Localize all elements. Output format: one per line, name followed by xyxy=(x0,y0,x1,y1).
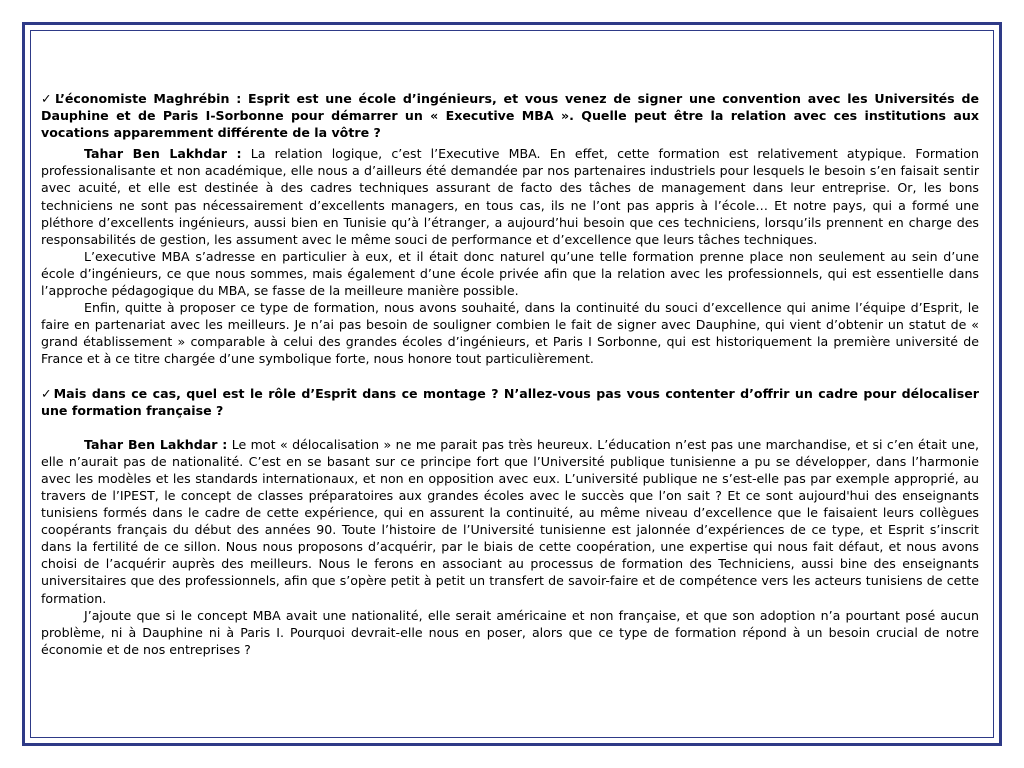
question-1-text: L’économiste Maghrébin : Esprit est une école d’ingénieurs, et vous venez de signer une convention avec les Universités de Dauphine et de Paris I-Sorbonne pour démarrer un « Executive MBA ». Quelle peut être la relation avec ces institutions aux vocations apparemment différente de la vôtre ? xyxy=(41,91,980,141)
article-body xyxy=(41,90,979,658)
answer-1-paragraph-1-text: La relation logique, c’est l’Executive MBA. En effet, cette formation est relativement atypique. Formation professionalisante et non académique, elle nous a d’ailleurs été demandée par nos partenaires industriels pour lesquels le besoin s’en faisait sentir avec acuité, et elle est destinée à des cadres techniques assurant de facto des tâches de management dans leur entreprise. Or, les bons techniciens ne sont pas nécessairement d’excellents managers, en tous cas, ils ne l’ont pas appris à l’école… Et notre pays, qui a formé une pléthore d’excellents ingénieurs, aussi bien en Tunisie qu’à l’étranger, a aujourd’hui besoin que ces techniciens, lorsqu’ils prennent en charge des responsabilités de gestion, les assument avec le même souci de performance et d’excellence que leurs tâches techniques. xyxy=(41,146,979,247)
checkmark-icon: ✓ xyxy=(41,91,54,106)
answer-2-paragraph-1-text: Le mot « délocalisation » ne me parait pas très heureux. L’éducation n’est pas une marchandise, et si c’en était une, elle n’aurait pas de nationalité. C’est en se basant sur ce principe fort que l’Université publique tunisienne a pu se développer, dans l’harmonie avec les modèles et les standards internationaux, et non en opposition avec eux. L’université publique ne s’est-elle pas par exemple approprié, au travers de l’IPEST, le concept de classes préparatoires aux grandes écoles avec le succès que l’on sait ? Et ce sont aujourd'hui des enseignants tunisiens formés dans le cadre de cette expérience, qui en assurent la continuité, au même niveau d’excellence que le faisaient leurs collègues coopérants français du début des années 90. Toute l’histoire de l’Université tunisienne est jalonnée d’expériences de ce type, et Esprit s’inscrit dans la fertilité de ce sillon. Nous nous proposons d’acquérir, par le biais de cette coopération, une expertise qui nous fait défaut, et nous avons choisi de l’acquérir auprès des meilleurs. Nous le ferons en associant au processus de formation des Techniciens, aussi bine des enseignants universitaires que des professionnels, afin que s’opère petit à petit un transfert de savoir-faire et de compétence vers les acteurs tunisiens de cette formation. xyxy=(41,436,979,606)
answer-2-paragraph-1 xyxy=(41,436,979,607)
answer-2-paragraph-2: J’ajoute que si le concept MBA avait une nationalité, elle serait américaine et non française, et que son adoption n’a pourtant posé aucun problème, ni à Dauphine ni à Paris I. Pourquoi devrait-elle nous en poser, alors que ce type de formation répond à un besoin crucial de notre économie et de nos entreprises ? xyxy=(41,607,979,657)
speaker-label: Tahar Ben Lakhdar : xyxy=(84,146,242,162)
answer-1-paragraph-1 xyxy=(41,145,979,248)
answer-1-paragraph-2: L’executive MBA s’adresse en particulier à eux, et il était donc naturel qu’une telle formation prenne place non seulement au sein d’une école d’ingénieurs, ce que nous sommes, mais également d’une école privée afin que la relation avec les professionnels, qui est essentielle dans l’approche pédagogique du MBA, se fasse de la meilleure manière possible. xyxy=(41,248,979,299)
answer-1-paragraph-3: Enfin, quitte à proposer ce type de formation, nous avons souhaité, dans la continuité du souci d’excellence qui anime l’équipe d’Esprit, le faire en partenariat avec les meilleurs. Je n’ai pas besoin de souligner combien le fait de signer avec Dauphine, qui vient d’obtenir un statut de « grand établissement » comparable à celui des grandes écoles d’ingénieurs, et Paris I Sorbonne, qui est historiquement la première université de France et à ce titre chargée d’une symbolique forte, nous honore tout particulièrement. xyxy=(41,300,979,367)
speaker-label: Tahar Ben Lakhdar : xyxy=(84,436,228,452)
question-2-text: Mais dans ce cas, quel est le rôle d’Esprit dans ce montage ? N’allez-vous pas vous contenter d’offrir un cadre pour délocaliser une formation française ? xyxy=(41,385,979,418)
question-2 xyxy=(41,385,979,419)
question-1 xyxy=(41,90,979,141)
checkmark-icon: ✓ xyxy=(41,385,53,401)
